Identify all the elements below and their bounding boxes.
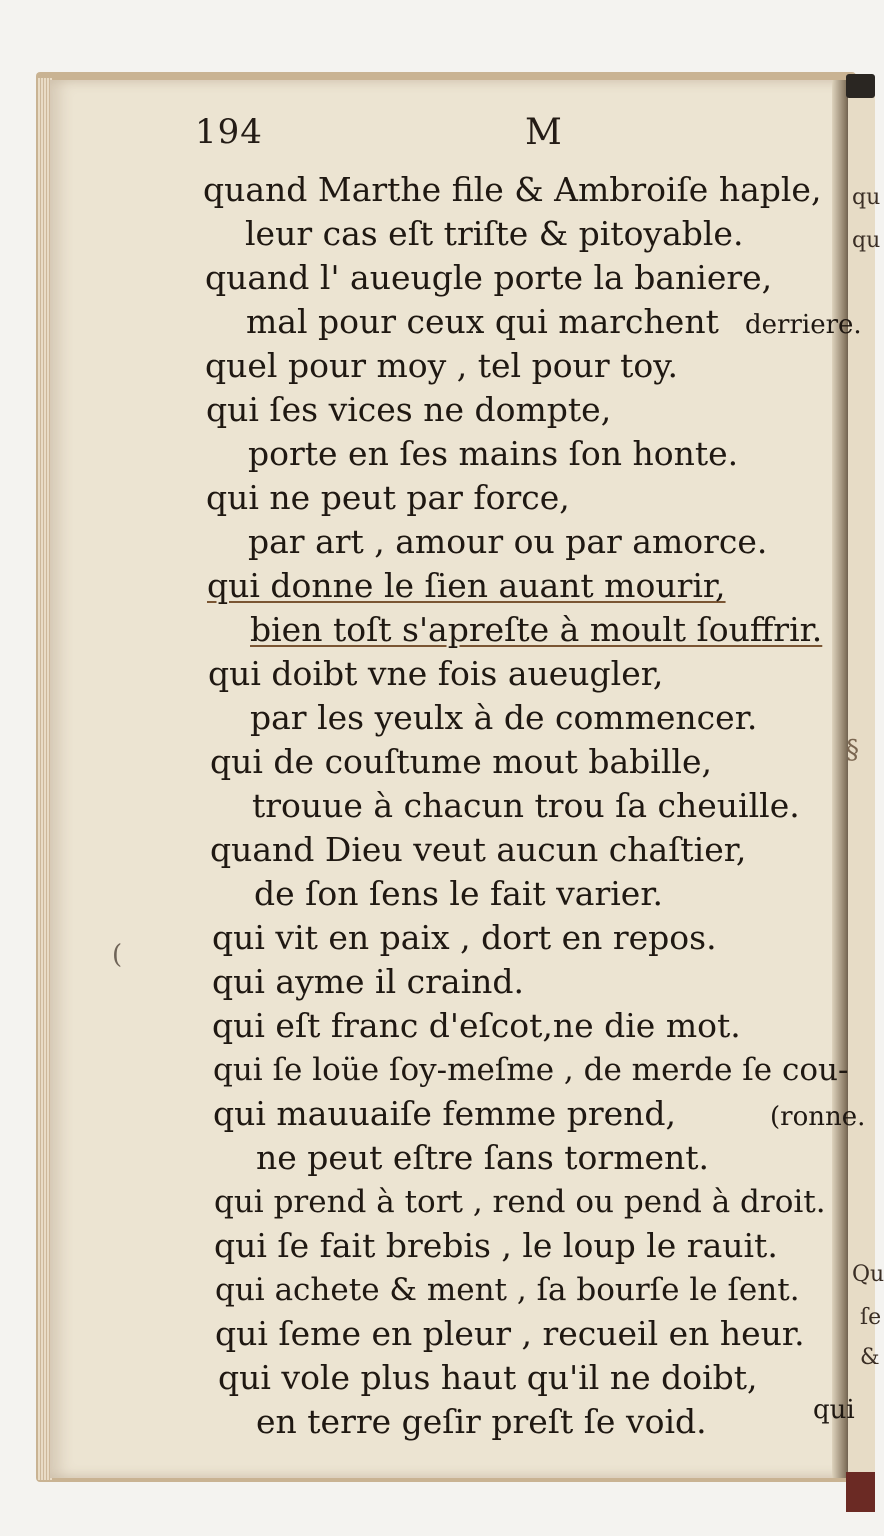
text-line: en terre geſir preſt ſe void. bbox=[256, 1402, 707, 1441]
text-line: qui mauuaiſe femme prend, bbox=[213, 1094, 676, 1133]
facing-page-text: & bbox=[860, 1345, 880, 1370]
text-line: qui ſe fait brebis , le loup le rauit. bbox=[214, 1226, 778, 1265]
text-line: quand l' aueugle porte la baniere, bbox=[205, 258, 773, 297]
running-head: M bbox=[525, 112, 562, 153]
page-number: 194 bbox=[195, 112, 263, 152]
spine-top bbox=[846, 74, 875, 98]
text-line: mal pour ceux qui marchent bbox=[246, 302, 719, 341]
text-line: qui ſes vices ne dompte, bbox=[206, 390, 612, 429]
text-line: qui doibt vne fois aueugler, bbox=[208, 654, 664, 693]
text-line: quel pour moy , tel pour toy. bbox=[205, 346, 678, 385]
turnover-derriere: derriere. bbox=[745, 310, 862, 340]
text-line: qui achete & ment , ſa bourſe le ſent. bbox=[215, 1272, 800, 1308]
text-line: de ſon ſens le fait varier. bbox=[254, 874, 663, 913]
text-line: porte en ſes mains ſon honte. bbox=[248, 434, 739, 473]
facing-page-text: ſe bbox=[860, 1305, 882, 1330]
text-line: qui ayme il craind. bbox=[212, 962, 525, 1001]
text-line: qui ſeme en pleur , recueil en heur. bbox=[215, 1314, 805, 1353]
turnover-ronne: (ronne. bbox=[770, 1102, 866, 1132]
text-line: qui ſe loüe ſoy-meſme , de merde ſe cou- bbox=[213, 1052, 849, 1088]
text-line: trouue à chacun trou ſa cheuille. bbox=[252, 786, 800, 825]
margin-mark: ( bbox=[112, 940, 123, 970]
text-line: leur cas eſt triſte & pitoyable. bbox=[245, 214, 744, 253]
text-line: qui vit en paix , dort en repos. bbox=[212, 918, 717, 957]
text-line: quand Marthe file & Ambroiſe haple, bbox=[203, 170, 822, 209]
text-line: qui de couſtume mout babille, bbox=[210, 742, 712, 781]
page-header bbox=[195, 112, 815, 162]
facing-page-text: Qu bbox=[852, 1262, 884, 1287]
text-line-underlined: qui donne le ſien auant mourir, bbox=[207, 566, 726, 605]
text-line: qui prend à tort , rend ou pend à droit. bbox=[214, 1184, 826, 1220]
catchword: qui bbox=[813, 1395, 855, 1425]
text-line: qui eſt franc d'eſcot,ne die mot. bbox=[212, 1006, 741, 1045]
spine-bottom bbox=[846, 1472, 875, 1512]
text-line-underlined: bien toſt s'apreſte à moult ſouffrir. bbox=[250, 610, 823, 649]
text-line: qui vole plus haut qu'il ne doibt, bbox=[218, 1358, 758, 1397]
facing-page-ornament: § bbox=[846, 735, 859, 765]
text-line: par art , amour ou par amorce. bbox=[248, 522, 768, 561]
text-line: qui ne peut par force, bbox=[206, 478, 570, 517]
facing-page-text: qu bbox=[852, 185, 881, 210]
facing-page-text: qu bbox=[852, 228, 881, 253]
text-line: ne peut eſtre ſans torment. bbox=[256, 1138, 710, 1177]
text-line: par les yeulx à de commencer. bbox=[250, 698, 758, 737]
text-line: quand Dieu veut aucun chaſtier, bbox=[210, 830, 747, 869]
